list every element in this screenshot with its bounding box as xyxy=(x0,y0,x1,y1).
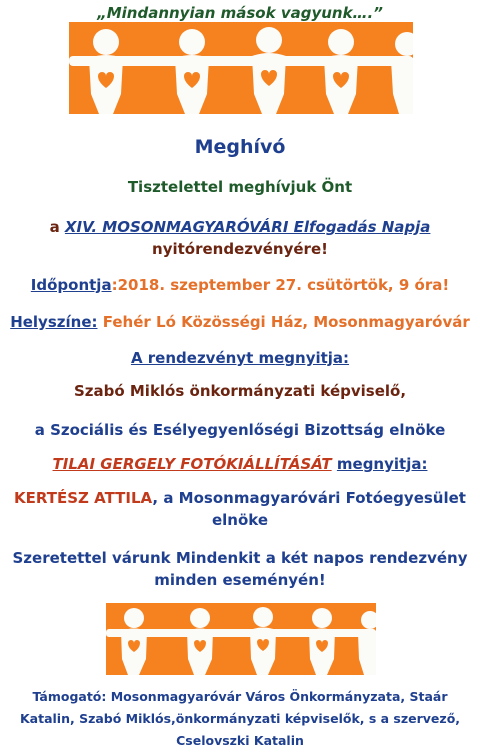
page-title: Meghívó xyxy=(194,136,286,158)
opener-heading: A rendezvényt megnyitja: xyxy=(130,349,350,367)
intro-text: Tisztelettel meghívjuk Önt xyxy=(127,178,353,196)
welcome-line-1: Szeretettel várunk Mindenkit a két napos rendezvény xyxy=(12,549,468,567)
venue-line xyxy=(0,313,480,331)
event-prefix: a xyxy=(49,218,60,236)
venue-value: Fehér Ló Közösségi Ház, Mosonmagyaróvár xyxy=(97,313,470,331)
event-suffix: nyitórendezvényére! xyxy=(152,240,328,258)
exhibition-opener-line xyxy=(0,489,480,507)
time-value: :2018. szeptember 27. csütörtök, 9 óra! xyxy=(111,276,450,294)
paper-chain-figures-icon xyxy=(106,603,376,675)
paper-chain-figures-icon xyxy=(69,22,413,114)
time-label: Időpontja xyxy=(30,276,112,294)
exhibition-opener-name: KERTÉSZ ATTILA xyxy=(14,489,153,507)
opener-line-1: Szabó Miklós önkormányzati képviselő, xyxy=(73,382,407,400)
sponsor-line-1: Támogató: Mosonmagyaróvár Város Önkormányzata, Staár xyxy=(32,689,448,704)
venue-label: Helyszíne: xyxy=(10,313,98,331)
paper-chain-banner-top xyxy=(69,22,413,114)
exhibition-opens: megnyitja: xyxy=(336,455,428,473)
welcome-line-2: minden eseményén! xyxy=(154,571,326,589)
event-name-line xyxy=(0,218,480,236)
sponsor-line-2: Katalin, Szabó Miklós,önkormányzati képviselők, s a szervező, xyxy=(19,711,461,726)
time-line xyxy=(0,276,480,294)
event-name: XIV. MOSONMAGYARÓVÁRI Elfogadás Napja xyxy=(64,218,431,236)
opener-line-2: a Szociális és Esélyegyenlőségi Bizottság elnöke xyxy=(34,421,446,439)
exhibition-line xyxy=(0,455,480,473)
exhibition-opener-role: , a Mosonmagyaróvári Fotóegyesület xyxy=(152,489,466,507)
motto: „Mindannyian mások vagyunk….” xyxy=(97,4,383,22)
exhibition-opener-role-2: elnöke xyxy=(211,511,269,529)
sponsor-line-3: Cselovszki Katalin xyxy=(176,733,304,748)
exhibition-name: TILAI GERGELY FOTÓKIÁLLÍTÁSÁT xyxy=(52,455,332,473)
paper-chain-banner-bottom xyxy=(106,603,376,675)
